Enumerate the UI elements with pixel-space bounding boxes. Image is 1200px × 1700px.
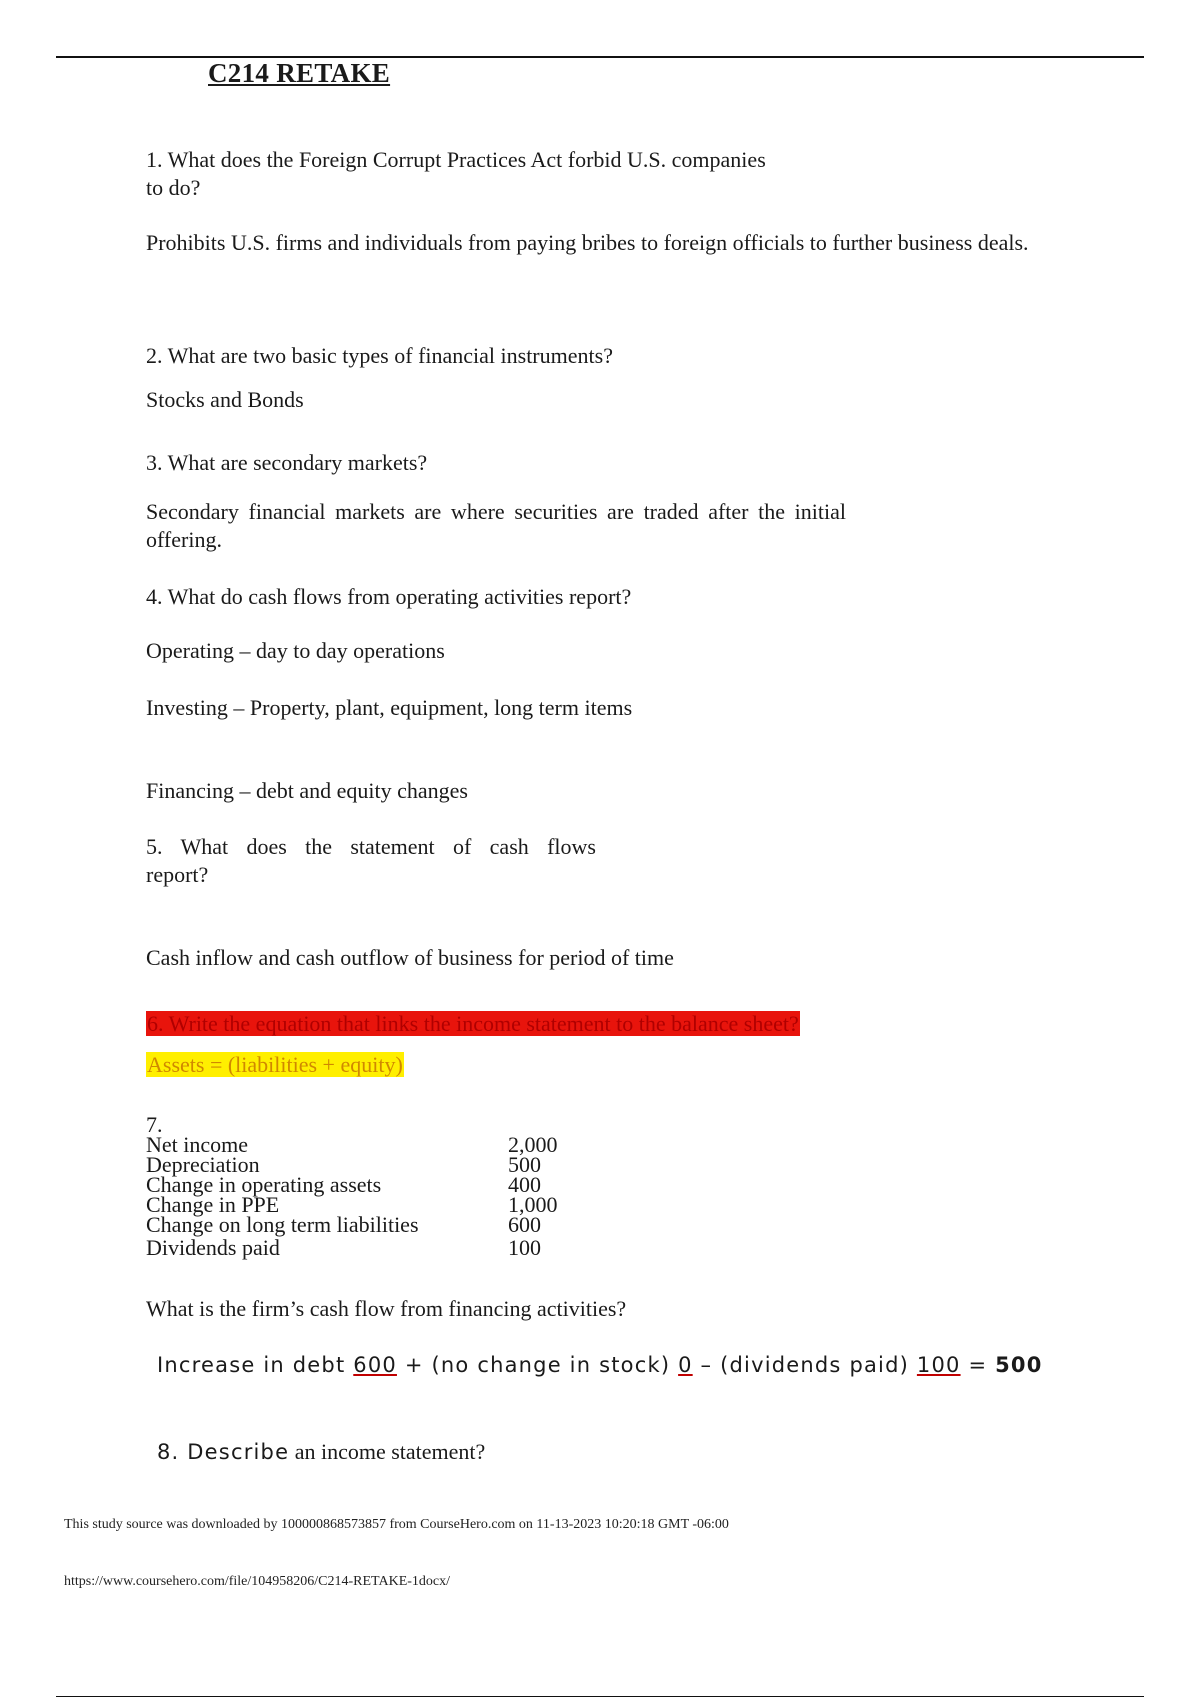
answer-7-text: = <box>960 1353 996 1377</box>
bottom-rule <box>56 1696 1144 1697</box>
question-8-text: an income statement? <box>294 1439 486 1464</box>
debt-value: 600 <box>353 1353 397 1377</box>
row-value: 400 <box>508 1172 541 1197</box>
q7-data-table <box>146 1112 558 1260</box>
table-row <box>146 1212 558 1237</box>
row-value: 100 <box>508 1235 541 1260</box>
question-6-highlight: 6. Write the equation that links the income statement to the balance sheet? <box>147 1011 799 1036</box>
answer-3: Secondary financial markets are where securities are traded after the initial offering. <box>146 499 846 552</box>
row-value: 1,000 <box>508 1192 558 1217</box>
page-title: C214 RETAKE <box>208 58 391 88</box>
question-5: 5. What does the statement of cash flows report? <box>146 834 596 887</box>
row-label: Depreciation <box>146 1152 260 1177</box>
answer-2: Stocks and Bonds <box>146 387 304 412</box>
q7-number: 7. <box>146 1112 163 1137</box>
question-8 <box>157 1438 957 1466</box>
row-value: 600 <box>508 1212 541 1237</box>
table-row <box>146 1235 558 1260</box>
answer-4-investing: Investing – Property, plant, equipment, long term items <box>146 695 633 720</box>
dividends-value: 100 <box>916 1353 961 1377</box>
answer-6 <box>146 1051 1146 1079</box>
row-label: Change in operating assets <box>146 1172 382 1197</box>
question-8-number: 8. Describe <box>157 1440 290 1464</box>
row-label: Change on long term liabilities <box>146 1212 419 1237</box>
source-url[interactable]: https://www.coursehero.com/file/104958206/C214-RETAKE-1docx/ <box>64 1574 451 1589</box>
row-value: 500 <box>508 1152 541 1177</box>
answer-5: Cash inflow and cash outflow of business for period of time <box>146 945 674 970</box>
row-value: 2,000 <box>508 1132 558 1157</box>
row-label: Dividends paid <box>146 1235 280 1260</box>
result-value: 500 <box>995 1353 1043 1377</box>
answer-7-text: Increase in debt <box>157 1353 354 1377</box>
download-notice: This study source was downloaded by 100000868573857 from CourseHero.com on 11-13-2023 10:20:18 GMT -06:00 <box>64 1517 729 1532</box>
row-label: Change in PPE <box>146 1192 280 1217</box>
answer-1: Prohibits U.S. firms and individuals from paying bribes to foreign officials to further business deals. <box>146 230 1029 255</box>
answer-7 <box>157 1351 1157 1379</box>
answer-4-operating: Operating – day to day operations <box>146 638 445 663</box>
answer-7-text: + (no change in stock) <box>396 1353 679 1377</box>
answer-4-financing: Financing – debt and equity changes <box>146 778 468 803</box>
question-4: 4. What do cash flows from operating activities report? <box>146 584 632 609</box>
question-2: 2. What are two basic types of financial instruments? <box>146 343 613 368</box>
question-6 <box>146 1010 1146 1038</box>
answer-7-text: – (dividends paid) <box>692 1353 917 1377</box>
answer-6-highlight: Assets = (liabilities + equity) <box>147 1052 403 1077</box>
question-1: 1. What does the Foreign Corrupt Practices Act forbid U.S. companies to do? <box>146 147 766 200</box>
question-3: 3. What are secondary markets? <box>146 450 428 475</box>
stock-value: 0 <box>678 1353 693 1377</box>
row-label: Net income <box>146 1132 249 1157</box>
question-7: What is the firm’s cash flow from financing activities? <box>146 1296 627 1321</box>
